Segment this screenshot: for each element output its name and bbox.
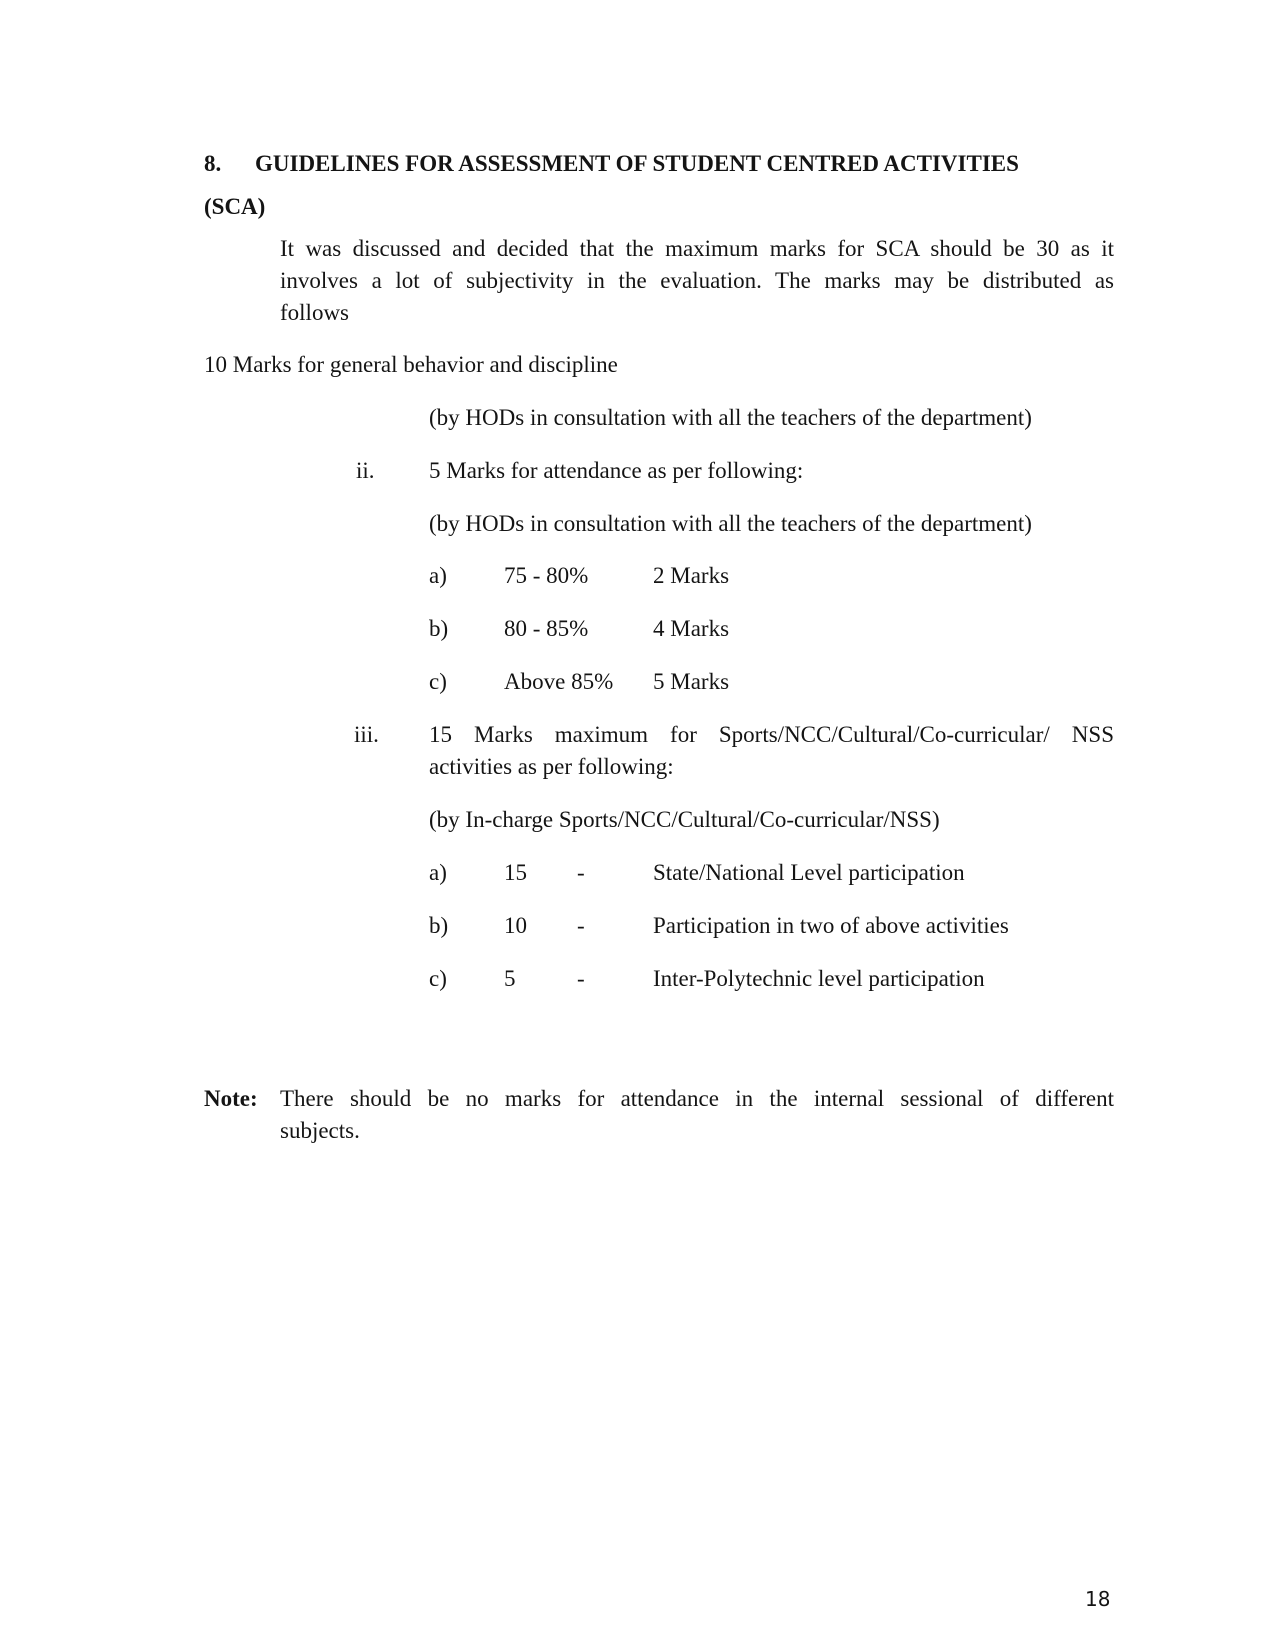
activity-row-desc: Participation in two of above activities — [653, 913, 1009, 938]
intro-line: It was discussed and decided that the maximum marks for SCA should be 30 as it — [280, 236, 1114, 261]
attendance-row-letter: b) — [429, 616, 449, 641]
note-line: There should be no marks for attendance in the internal sessional of different — [280, 1086, 1114, 1111]
item-iii-by: (by In-charge Sports/NCC/Cultural/Co-curricular/NSS) — [429, 807, 940, 832]
item-iii-label-line: activities as per following: — [429, 754, 674, 779]
attendance-row-range: 80 - 85% — [504, 616, 589, 641]
activity-row-dash: - — [577, 966, 585, 991]
section-number: 8. — [204, 151, 222, 176]
page-number: 18 — [1085, 1587, 1111, 1611]
activity-row-desc: State/National Level participation — [653, 860, 965, 885]
attendance-row-range: 75 - 80% — [504, 563, 589, 588]
item-i-by: (by HODs in consultation with all the teachers of the department) — [429, 405, 1032, 430]
activity-row-letter: b) — [429, 913, 449, 938]
attendance-row-marks: 4 Marks — [653, 616, 730, 641]
activity-row-letter: a) — [429, 860, 447, 885]
item-iii-label-line: 15 Marks maximum for Sports/NCC/Cultural/Co-curricular/ NSS — [429, 722, 1114, 747]
activity-row-desc: Inter-Polytechnic level participation — [653, 966, 985, 991]
attendance-row-letter: a) — [429, 563, 447, 588]
activity-row-letter: c) — [429, 966, 447, 991]
item-iii-marker: iii. — [354, 722, 379, 747]
intro-paragraph — [280, 233, 1114, 329]
item-ii-marker: ii. — [356, 458, 375, 483]
activity-row-dash: - — [577, 860, 585, 885]
intro-line: involves a lot of subjectivity in the evaluation. The marks may be distributed as — [280, 268, 1114, 293]
attendance-row-letter: c) — [429, 669, 447, 694]
note-line: subjects. — [280, 1118, 360, 1143]
section-title-continued: (SCA) — [204, 194, 266, 219]
note-label: Note: — [204, 1086, 258, 1111]
intro-line: follows — [280, 300, 349, 325]
attendance-row-marks: 2 Marks — [653, 563, 730, 588]
activity-row-value: 15 — [504, 860, 527, 885]
attendance-row-range: Above 85% — [504, 669, 614, 694]
attendance-row-marks: 5 Marks — [653, 669, 730, 694]
note-body — [280, 1083, 1114, 1147]
section-title: GUIDELINES FOR ASSESSMENT OF STUDENT CENTRED ACTIVITIES — [255, 151, 1019, 176]
item-i-label: 10 Marks for general behavior and discipline — [204, 352, 618, 377]
item-ii-by: (by HODs in consultation with all the teachers of the department) — [429, 511, 1032, 536]
activity-row-value: 10 — [504, 913, 527, 938]
activity-row-value: 5 — [504, 966, 516, 991]
item-ii-label: 5 Marks for attendance as per following: — [429, 458, 804, 483]
activity-row-dash: - — [577, 913, 585, 938]
